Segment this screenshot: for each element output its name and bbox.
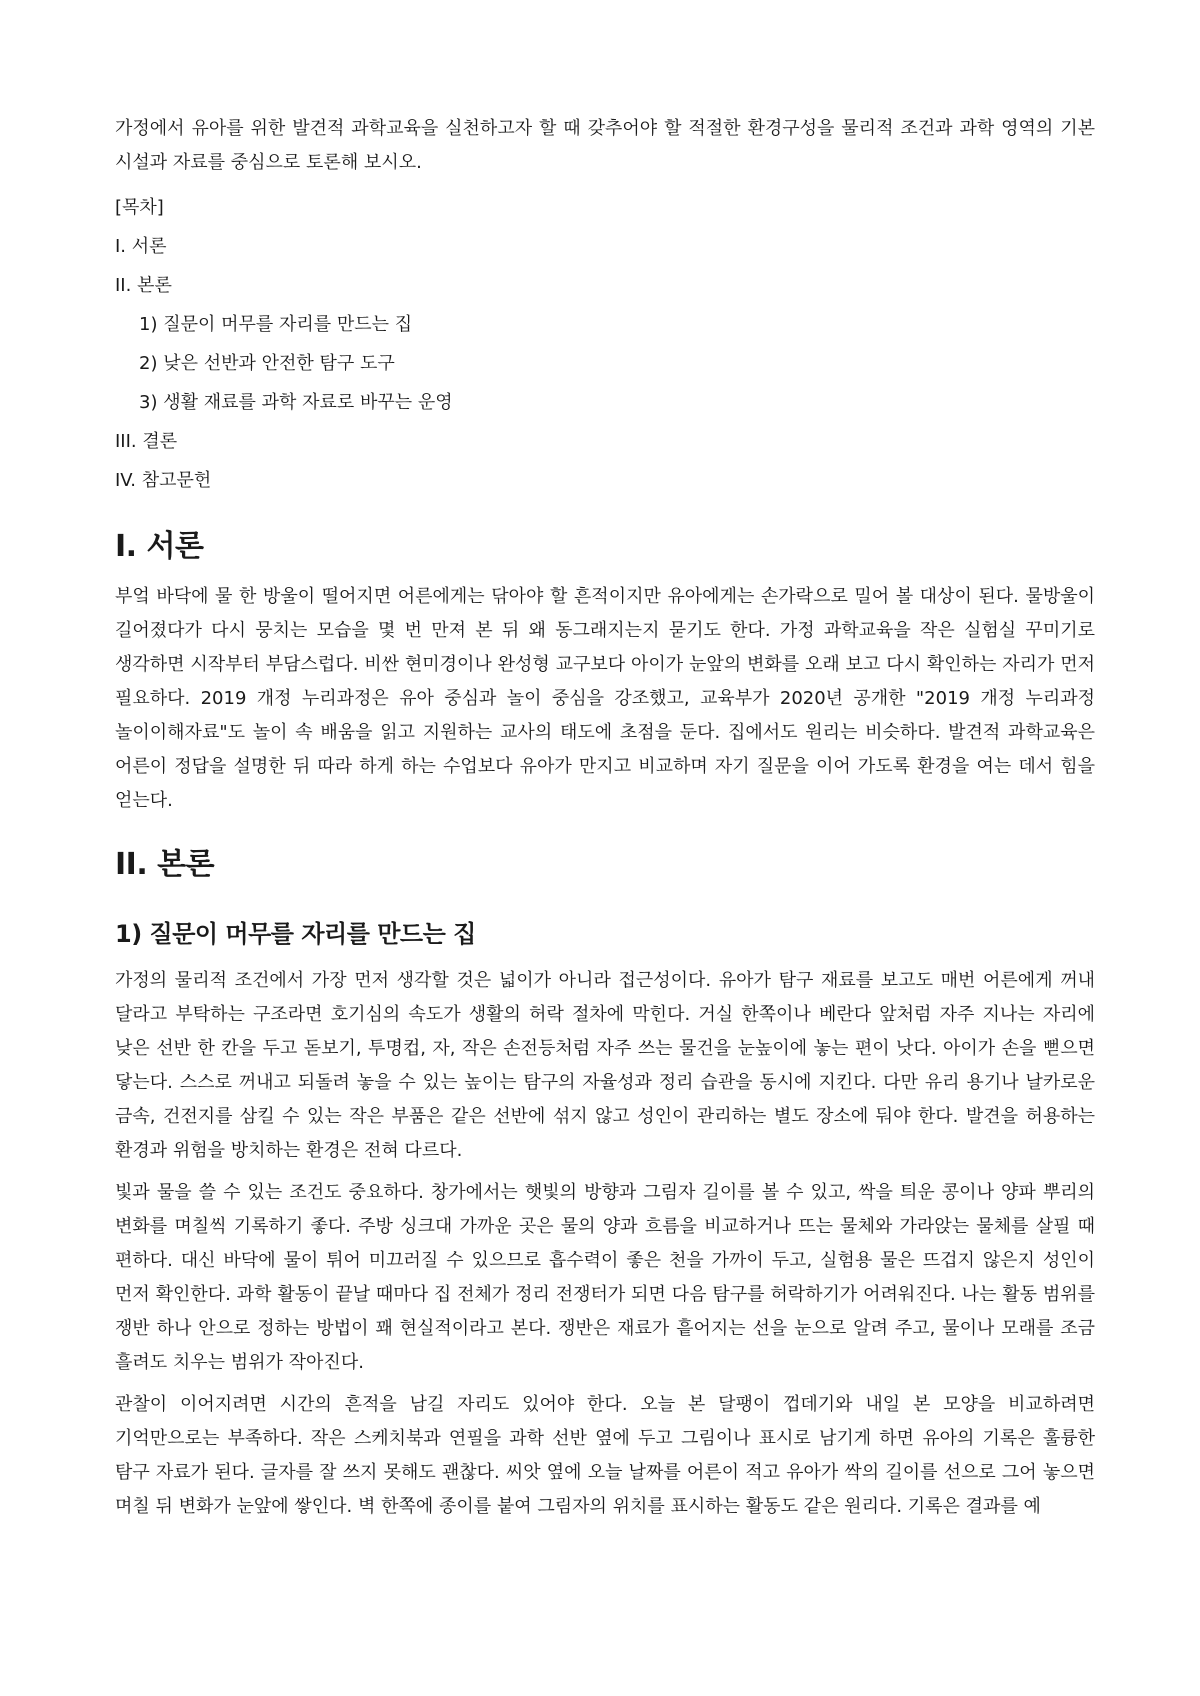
section1-paragraph-3: 관찰이 이어지려면 시간의 흔적을 남길 자리도 있어야 한다. 오늘 본 달팽이 껍데기와 내일 본 모양을 비교하려면 기억만으로는 부족하다. 작은 스케치북과 연필을 과학 선반 옆에 두고 그림이나 표시로 남기게 하면 유아의 기록은 훌륭한 탐구 자료가 된다. 글자를 잘 쓰지 못해도 괜찮다. 씨앗 옆에 오늘 날짜를 어른이 적고 유아가 싹의 길이를 선으로 그어 놓으면 며칠 뒤 변화가 눈앞에 쌓인다. 벽 한쪽에 종이를 붙여 그림자의 위치를 표시하는 활동도 같은 원리다. 기록은 결과를 예 <box>115 1394 1095 1517</box>
section1-heading: 1) 질문이 머무를 자리를 만드는 집 <box>115 920 476 948</box>
toc-item-references: IV. 참고문헌 <box>115 470 212 491</box>
document-page <box>115 112 1095 1532</box>
section1-paragraph-1: 가정의 물리적 조건에서 가장 먼저 생각할 것은 넓이가 아니라 접근성이다. 유아가 탐구 재료를 보고도 매번 어른에게 꺼내 달라고 부탁하는 구조라면 호기심의 속도가 생활의 허락 절차에 막힌다. 거실 한쪽이나 베란다 앞처럼 자주 지나는 자리에 낮은 선반 한 칸을 두고 돋보기, 투명컵, 자, 작은 손전등처럼 자주 쓰는 물건을 눈높이에 놓는 편이 낫다. 아이가 손을 뻗으면 닿는다. 스스로 꺼내고 되돌려 놓을 수 있는 높이는 탐구의 자율성과 정리 습관을 동시에 지킨다. 다만 유리 용기나 날카로운 금속, 건전지를 삼킬 수 있는 작은 부품은 같은 선반에 섞지 않고 성인이 관리하는 별도 장소에 둬야 한다. 발견을 허용하는 환경과 위험을 방치하는 환경은 전혀 다르다. <box>115 970 1095 1161</box>
toc-heading: [목차] <box>115 197 164 218</box>
toc-subitem-1: 1) 질문이 머무를 자리를 만드는 집 <box>139 314 413 335</box>
toc-item-intro: I. 서론 <box>115 236 167 257</box>
intro-paragraph: 부엌 바닥에 물 한 방울이 떨어지면 어른에게는 닦아야 할 흔적이지만 유아에게는 손가락으로 밀어 볼 대상이 된다. 물방울이 길어졌다가 다시 뭉치는 모습을 몇 번 만져 본 뒤 왜 동그래지는지 묻기도 한다. 가정 과학교육을 작은 실험실 꾸미기로 생각하면 시작부터 부담스럽다. 비싼 현미경이나 완성형 교구보다 아이가 눈앞의 변화를 오래 보고 다시 확인하는 자리가 먼저 필요하다. 2019 개정 누리과정은 유아 중심과 놀이 중심을 강조했고, 교육부가 2020년 공개한 "2019 개정 누리과정 놀이이해자료"도 놀이 속 배움을 읽고 지원하는 교사의 태도에 초점을 둔다. 집에서도 원리는 비슷하다. 발견적 과학교육은 어른이 정답을 설명한 뒤 따라 하게 하는 수업보다 유아가 만지고 비교하며 자기 질문을 이어 가도록 환경을 여는 데서 힘을 얻는다. <box>115 586 1095 811</box>
question-text: 가정에서 유아를 위한 발견적 과학교육을 실천하고자 할 때 갖추어야 할 적절한 환경구성을 물리적 조건과 과학 영역의 기본 시설과 자료를 중심으로 토론해 보시오. <box>115 118 1095 173</box>
toc-subitem-2: 2) 낮은 선반과 안전한 탐구 도구 <box>139 353 395 374</box>
table-of-contents <box>115 188 1095 500</box>
section1-paragraph-2: 빛과 물을 쓸 수 있는 조건도 중요하다. 창가에서는 햇빛의 방향과 그림자 길이를 볼 수 있고, 싹을 틔운 콩이나 양파 뿌리의 변화를 며칠씩 기록하기 좋다. 주방 싱크대 가까운 곳은 물의 양과 흐름을 비교하거나 뜨는 물체와 가라앉는 물체를 살필 때 편하다. 대신 바닥에 물이 튀어 미끄러질 수 있으므로 흡수력이 좋은 천을 가까이 두고, 실험용 물은 뜨겁지 않은지 성인이 먼저 확인한다. 과학 활동이 끝날 때마다 집 전체가 정리 전쟁터가 되면 다음 탐구를 허락하기가 어려워진다. 나는 활동 범위를 쟁반 하나 안으로 정하는 방법이 꽤 현실적이라고 본다. 쟁반은 재료가 흩어지는 선을 눈으로 알려 주고, 물이나 모래를 조금 흘려도 치우는 범위가 작아진다. <box>115 1182 1095 1373</box>
toc-item-body: II. 본론 <box>115 275 172 296</box>
intro-heading: I. 서론 <box>115 529 204 564</box>
body-heading: II. 본론 <box>115 847 215 882</box>
toc-item-conclusion: III. 결론 <box>115 431 178 452</box>
toc-subitem-3: 3) 생활 재료를 과학 자료로 바꾸는 운영 <box>139 392 453 413</box>
